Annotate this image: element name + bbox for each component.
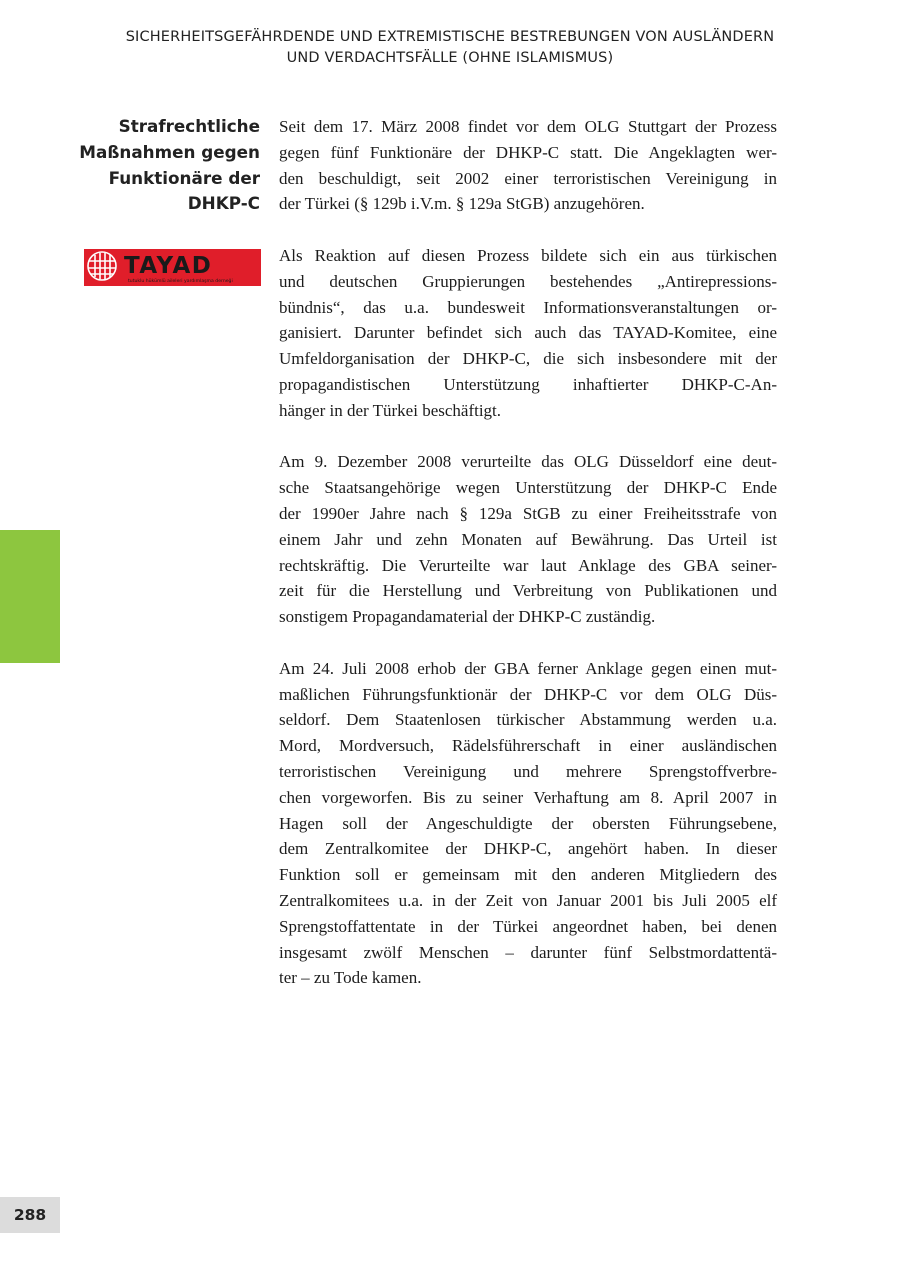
running-header xyxy=(80,27,820,69)
text-line: ter – zu Tode kamen. xyxy=(279,968,422,988)
running-header-line-2: UND VERDACHTSFÄLLE (OHNE ISLAMISMUS) xyxy=(286,50,614,66)
text-line: einem Jahr und zehn Monaten auf Bewährung. Das Urteil ist xyxy=(279,529,777,549)
side-heading-line: Maßnahmen gegen xyxy=(79,141,260,162)
text-line: Am 9. Dezember 2008 verurteilte das OLG Düsseldorf eine deut- xyxy=(279,452,777,472)
text-line: chen vorgeworfen. Bis zu seiner Verhaftung am 8. April 2007 in xyxy=(279,787,777,807)
text-line: ganisiert. Darunter befindet sich auch das TAYAD-Komitee, eine xyxy=(279,323,777,343)
text-line: Mord, Mordversuch, Rädelsführerschaft in einer ausländischen xyxy=(279,736,777,756)
paragraph xyxy=(279,449,777,630)
text-line: Sprengstoffattentate in der Türkei angeordnet haben, bei denen xyxy=(279,916,777,936)
tayad-logo-wordmark: TAYAD xyxy=(124,253,213,279)
section-side-heading xyxy=(60,114,260,217)
text-line: propagandistischen Unterstützung inhaftierter DHKP-C-An- xyxy=(279,374,777,394)
text-line: dem Zentralkomitee der DHKP-C, angehört haben. In dieser xyxy=(279,839,777,859)
text-line: sche Staatsangehörige wegen Unterstützung der DHKP-C Ende xyxy=(279,478,777,498)
tayad-logo xyxy=(84,249,261,286)
text-line: und deutschen Gruppierungen bestehendes „Antirepressions- xyxy=(279,271,777,291)
text-line: Hagen soll der Angeschuldigte der obersten Führungsebene, xyxy=(279,813,777,833)
text-line: bündnis“, das u.a. bundesweit Informationsveranstaltungen or- xyxy=(279,297,777,317)
text-line: seldorf. Dem Staatenlosen türkischer Abstammung werden u.a. xyxy=(279,710,777,730)
text-line: der Türkei (§ 129b i.V.m. § 129a StGB) anzugehören. xyxy=(279,194,645,214)
chapter-color-tab xyxy=(0,530,60,663)
paragraph xyxy=(279,656,777,991)
body-text xyxy=(279,114,777,1017)
text-line: Funktion soll er gemeinsam mit den anderen Mitgliedern des xyxy=(279,865,777,885)
text-line: terroristischen Vereinigung und mehrere Sprengstoffverbre- xyxy=(279,761,777,781)
text-line: gegen fünf Funktionäre der DHKP-C statt. Die Angeklagten wer- xyxy=(279,142,777,162)
text-line: insgesamt zwölf Menschen – darunter fünf Selbstmordattentä- xyxy=(279,942,777,962)
side-heading-line: DHKP-C xyxy=(187,193,260,214)
text-line: Umfeldorganisation der DHKP-C, die sich insbesondere mit der xyxy=(279,349,777,369)
side-heading-line: Strafrechtliche xyxy=(118,116,260,136)
text-line: Seit dem 17. März 2008 findet vor dem OLG Stuttgart der Prozess xyxy=(279,117,777,136)
paragraph xyxy=(279,114,777,217)
text-line: sonstigem Propagandamaterial der DHKP-C zuständig. xyxy=(279,607,656,627)
text-line: rechtskräftig. Die Verurteilte war laut Anklage des GBA seiner- xyxy=(279,555,777,575)
side-heading-line: Funktionäre der xyxy=(108,167,260,188)
tayad-logo-tagline: tutuklu hükümlü aileleri yardımlaşma derneği xyxy=(128,279,233,284)
text-line: zeit für die Herstellung und Verbreitung von Publikationen und xyxy=(279,581,777,601)
text-line: Als Reaktion auf diesen Prozess bildete sich ein aus türkischen xyxy=(279,245,777,265)
text-line: Am 24. Juli 2008 erhob der GBA ferner Anklage gegen einen mut- xyxy=(279,658,777,678)
page-number-label: 288 xyxy=(13,1206,47,1224)
text-line: Zentralkomitees u.a. in der Zeit von Januar 2001 bis Juli 2005 elf xyxy=(279,890,777,910)
paragraph xyxy=(279,243,777,424)
text-line: hänger in der Türkei beschäftigt. xyxy=(279,400,502,420)
text-line: den beschuldigt, seit 2002 einer terroristischen Vereinigung in xyxy=(279,168,777,188)
running-header-line-1: SICHERHEITSGEFÄHRDENDE UND EXTREMISTISCHE BESTREBUNGEN VON AUSLÄNDERN xyxy=(125,29,775,45)
tayad-logo-graphic xyxy=(84,249,261,286)
text-line: der 1990er Jahre nach § 129a StGB zu einer Freiheitsstrafe von xyxy=(279,503,777,523)
page-number xyxy=(0,1197,60,1233)
text-line: maßlichen Führungsfunktionär der DHKP-C vor dem OLG Düs- xyxy=(279,684,777,704)
